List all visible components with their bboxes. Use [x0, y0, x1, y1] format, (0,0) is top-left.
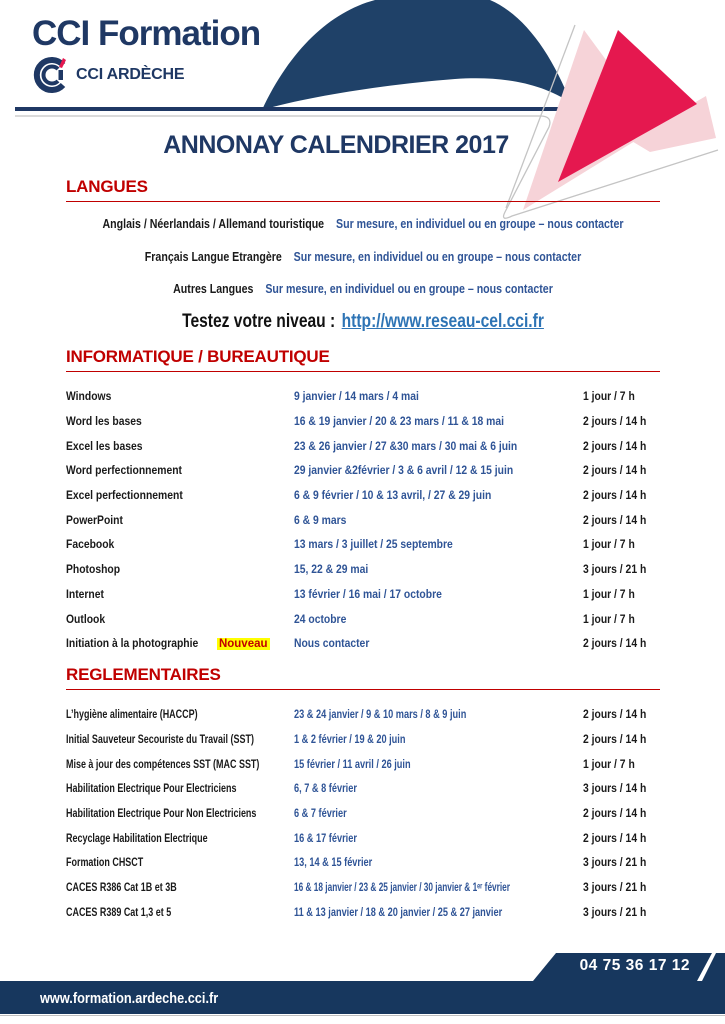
course-duration: 3 jours / 21 h — [583, 906, 647, 919]
course-label: L’hygiène alimentaire (HACCP) — [66, 709, 198, 722]
course-label: Recyclage Habilitation Electrique — [66, 832, 208, 845]
course-row — [66, 582, 660, 607]
course-row — [66, 483, 660, 508]
course-duration: 3 jours / 21 h — [583, 882, 647, 895]
brand-block — [32, 14, 260, 94]
course-duration: 2 jours / 14 h — [583, 514, 647, 527]
course-row — [66, 557, 660, 582]
course-duration: 2 jours / 14 h — [583, 832, 647, 845]
course-duration: 2 jours / 14 h — [583, 734, 647, 747]
course-duration: 3 jours / 21 h — [583, 857, 647, 870]
course-label: Photoshop — [66, 564, 121, 577]
course-dates: 6, 7 & 8 février — [294, 783, 357, 796]
course-dates: 13, 14 & 15 février — [294, 857, 373, 870]
course-row — [66, 384, 660, 409]
course-label: Outlook — [66, 613, 106, 626]
level-test-label: Testez votre niveau : — [182, 310, 336, 332]
course-label: Windows — [66, 391, 112, 404]
course-dates: 13 mars / 3 juillet / 25 septembre — [294, 539, 453, 552]
course-duration: 2 jours / 14 h — [583, 416, 647, 429]
course-dates: 29 janvier &2février / 3 & 6 avril / 12 & 15 juin — [294, 465, 514, 478]
language-row — [111, 273, 616, 306]
course-label: CACES R389 Cat 1,3 et 5 — [66, 906, 172, 919]
course-row — [66, 631, 660, 656]
course-dates: 9 janvier / 14 mars / 4 mai — [294, 391, 419, 404]
course-duration: 1 jour / 7 h — [583, 613, 635, 626]
section-heading-reglementaires: REGLEMENTAIRES — [66, 664, 660, 690]
course-dates: 6 & 7 février — [294, 808, 347, 821]
language-info: Sur mesure, en individuel ou en groupe – nous contacter — [293, 249, 582, 264]
course-row — [66, 825, 660, 850]
course-row — [66, 776, 660, 801]
course-row — [66, 606, 660, 631]
course-duration: 1 jour / 7 h — [583, 758, 635, 771]
course-label: Internet — [66, 588, 104, 601]
course-duration: 2 jours / 14 h — [583, 638, 647, 651]
level-test-line — [125, 308, 600, 336]
course-label: Formation CHSCT — [66, 857, 144, 870]
course-duration: 1 jour / 7 h — [583, 539, 635, 552]
course-label: Excel les bases — [66, 440, 143, 453]
brand-title: CCI Formation — [32, 14, 261, 53]
language-info: Sur mesure, en individuel ou en groupe – nous contacter — [265, 282, 553, 297]
section-heading-langues: LANGUES — [66, 176, 660, 202]
course-label: CACES R386 Cat 1B et 3B — [66, 882, 177, 895]
course-row — [66, 801, 660, 826]
course-dates: 23 & 24 janvier / 9 & 10 mars / 8 & 9 juin — [294, 709, 467, 722]
course-dates: 13 février / 16 mai / 17 octobre — [294, 588, 442, 601]
language-label: Anglais / Néerlandais / Allemand touristique — [102, 217, 325, 232]
language-label: Autres Langues — [173, 282, 254, 297]
course-row — [66, 458, 660, 483]
section-informatique — [66, 346, 660, 656]
course-dates: 11 & 13 janvier / 18 & 20 janvier / 25 & 27 janvier — [294, 906, 503, 919]
page-title: ANNONAY CALENDRIER 2017 — [163, 131, 509, 159]
course-duration: 2 jours / 14 h — [583, 440, 647, 453]
course-row — [66, 433, 660, 458]
language-row — [111, 241, 616, 274]
language-row — [102, 208, 624, 241]
section-heading-informatique: INFORMATIQUE / BUREAUTIQUE — [66, 346, 660, 372]
course-row — [66, 409, 660, 434]
course-label: Facebook — [66, 539, 115, 552]
course-dates: 16 & 19 janvier / 20 & 23 mars / 11 & 18 mai — [294, 416, 505, 429]
course-duration: 2 jours / 14 h — [583, 465, 647, 478]
course-row — [66, 751, 660, 776]
course-label: Mise à jour des compétences SST (MAC SST) — [66, 758, 260, 771]
course-label: Word perfectionnement — [66, 465, 182, 478]
course-duration: 2 jours / 14 h — [583, 709, 647, 722]
course-label: Initiation à la photographie — [66, 638, 199, 651]
course-dates: Nous contacter — [294, 638, 370, 651]
course-row — [66, 702, 660, 727]
course-duration: 1 jour / 7 h — [583, 391, 635, 404]
course-dates: 15, 22 & 29 mai — [294, 564, 369, 577]
course-duration: 3 jours / 14 h — [583, 783, 647, 796]
course-label: Habilitation Electrique Pour Electriciens — [66, 783, 237, 796]
course-row — [66, 727, 660, 752]
arc-swoosh-shape — [262, 0, 571, 110]
course-dates: 1 & 2 février / 19 & 20 juin — [294, 734, 406, 747]
brand-subtitle: CCI ARDÈCHE — [76, 66, 185, 83]
course-dates: 6 & 9 mars — [294, 514, 347, 527]
footer-phone: 04 75 36 17 12 — [579, 957, 690, 974]
course-row — [66, 507, 660, 532]
course-label: Excel perfectionnement — [66, 490, 183, 503]
course-duration: 2 jours / 14 h — [583, 808, 647, 821]
language-info: Sur mesure, en individuel ou en groupe – nous contacter — [335, 217, 624, 232]
course-duration: 2 jours / 14 h — [583, 490, 647, 503]
course-label: Word les bases — [66, 416, 142, 429]
course-label: Habilitation Electrique Pour Non Electriciens — [66, 808, 257, 821]
section-langues — [66, 176, 660, 336]
course-label: PowerPoint — [66, 514, 123, 527]
course-dates: 16 & 18 janvier / 23 & 25 janvier / 30 janvier & 1ᵉʳ février — [294, 882, 511, 895]
cci-logo-icon — [32, 56, 70, 94]
course-dates: 6 & 9 février / 10 & 13 avril, / 27 & 29 juin — [294, 490, 492, 503]
footer-website-link[interactable]: www.formation.ardeche.cci.fr — [40, 991, 219, 1007]
section-reglementaires — [66, 664, 660, 924]
header-rule — [15, 107, 593, 111]
course-dates: 23 & 26 janvier / 27 &30 mars / 30 mai & 6 juin — [294, 440, 518, 453]
course-row — [66, 875, 660, 900]
course-dates: 16 & 17 février — [294, 832, 357, 845]
level-test-link[interactable]: http://www.reseau-cel.cci.fr — [341, 310, 544, 332]
course-duration: 1 jour / 7 h — [583, 588, 635, 601]
course-duration: 3 jours / 21 h — [583, 564, 647, 577]
course-row — [66, 850, 660, 875]
course-row — [66, 900, 660, 925]
course-label: Initial Sauveteur Secouriste du Travail (SST) — [66, 734, 254, 747]
course-dates: 24 octobre — [294, 613, 347, 626]
course-dates: 15 février / 11 avril / 26 juin — [294, 758, 411, 771]
course-row — [66, 532, 660, 557]
new-badge: Nouveau — [218, 638, 268, 651]
language-label: Français Langue Etrangère — [144, 249, 282, 264]
